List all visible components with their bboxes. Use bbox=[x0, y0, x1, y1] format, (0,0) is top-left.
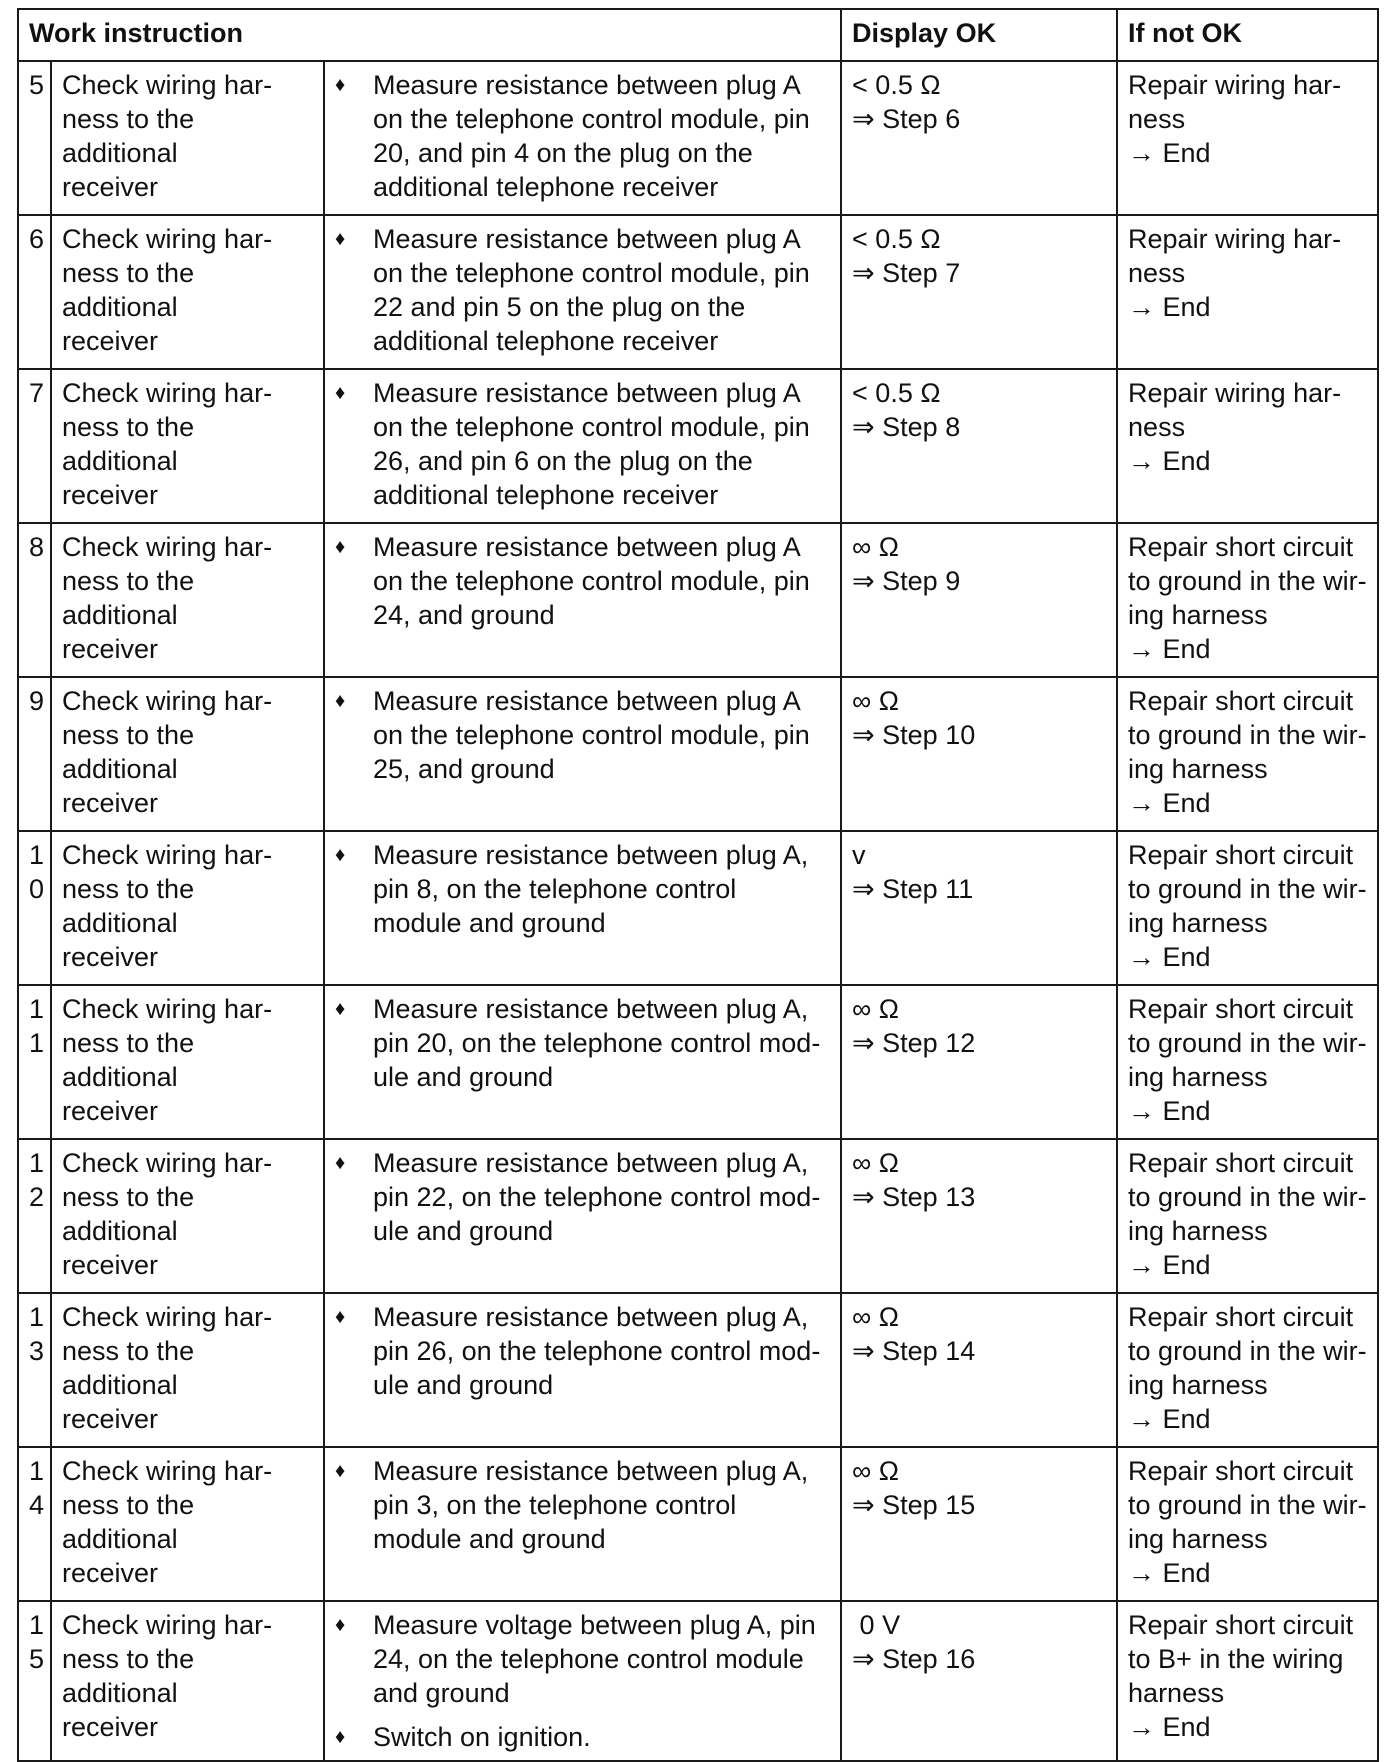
display-ok-line: ⇒ Step 7 bbox=[852, 258, 961, 288]
if-not-ok-line: → End bbox=[1128, 1404, 1211, 1434]
if-not-ok-line: to ground in the wir- bbox=[1128, 1336, 1367, 1366]
step-number-digit: 0 bbox=[29, 874, 45, 904]
instruction-text: Measure resistance between plug A, pin 26, on the telephone control mod-ule and ground bbox=[373, 1302, 821, 1400]
step-task bbox=[51, 1139, 324, 1293]
step-task-line: Check wiring har- bbox=[62, 1148, 273, 1178]
step-task-line: receiver bbox=[62, 1404, 159, 1434]
step-instructions bbox=[324, 523, 841, 677]
if-not-ok-line: Repair short circuit bbox=[1128, 1610, 1354, 1640]
step-task-line: Check wiring har- bbox=[62, 1610, 273, 1640]
if-not-ok-line: Repair short circuit bbox=[1128, 532, 1354, 562]
display-ok-line: ∞ Ω bbox=[852, 686, 899, 716]
instruction-text: Measure resistance between plug A on the telephone control module, pin 24, and ground bbox=[373, 532, 810, 630]
step-number-digit: 5 bbox=[29, 70, 45, 100]
step-number-digit: 9 bbox=[29, 686, 45, 716]
step-number-digit: 1 bbox=[29, 1028, 45, 1058]
instruction-text: Switch on ignition. bbox=[373, 1722, 591, 1752]
table-row bbox=[18, 677, 1378, 831]
display-ok-line: ⇒ Step 9 bbox=[852, 566, 961, 596]
display-ok-cell bbox=[841, 1139, 1117, 1293]
if-not-ok-line: ing harness bbox=[1128, 600, 1268, 630]
if-not-ok-line: Repair short circuit bbox=[1128, 840, 1354, 870]
diamond-bullet-icon: ♦ bbox=[335, 1460, 346, 1482]
instruction-item bbox=[335, 1608, 831, 1710]
step-number-digit: 1 bbox=[29, 1148, 45, 1178]
display-ok-line: < 0.5 Ω bbox=[852, 224, 941, 254]
instruction-item bbox=[335, 376, 831, 512]
step-number-digit: 6 bbox=[29, 224, 45, 254]
step-number bbox=[18, 215, 51, 369]
step-task-line: Check wiring har- bbox=[62, 224, 273, 254]
if-not-ok-line: → End bbox=[1128, 1558, 1211, 1588]
step-task-line: ness to the additional bbox=[62, 874, 202, 938]
step-number-digit: 1 bbox=[29, 840, 45, 870]
display-ok-cell bbox=[841, 985, 1117, 1139]
instruction-item bbox=[335, 222, 831, 358]
if-not-ok-line: ing harness bbox=[1128, 1370, 1268, 1400]
diamond-bullet-icon: ♦ bbox=[335, 536, 346, 558]
instruction-text: Measure resistance between plug A, pin 22, on the telephone control mod-ule and ground bbox=[373, 1148, 821, 1246]
instruction-text: Measure voltage between plug A, pin 24, on the telephone control module and ground bbox=[373, 1610, 816, 1708]
step-number-digit: 7 bbox=[29, 378, 45, 408]
if-not-ok-line: Repair wiring har- bbox=[1128, 378, 1342, 408]
display-ok-line: ⇒ Step 15 bbox=[852, 1490, 976, 1520]
step-task bbox=[51, 61, 324, 215]
step-number-digit: 5 bbox=[29, 1644, 45, 1674]
step-number-digit: 1 bbox=[29, 1456, 45, 1486]
diamond-bullet-icon: ♦ bbox=[335, 998, 346, 1020]
instruction-item bbox=[335, 838, 831, 940]
if-not-ok-cell bbox=[1117, 1139, 1378, 1293]
if-not-ok-cell bbox=[1117, 61, 1378, 215]
if-not-ok-line: Repair short circuit bbox=[1128, 686, 1354, 716]
header-work-instruction: Work instruction bbox=[18, 9, 841, 61]
table-row bbox=[18, 985, 1378, 1139]
instruction-text: Measure resistance between plug A, pin 20, on the telephone control mod-ule and ground bbox=[373, 994, 821, 1092]
display-ok-line: ⇒ Step 12 bbox=[852, 1028, 976, 1058]
display-ok-line: ∞ Ω bbox=[852, 532, 899, 562]
step-number-digit: 1 bbox=[29, 1610, 45, 1640]
work-instruction-table bbox=[17, 8, 1379, 1762]
display-ok-cell bbox=[841, 1447, 1117, 1601]
if-not-ok-line: ing harness bbox=[1128, 1216, 1268, 1246]
step-task bbox=[51, 215, 324, 369]
if-not-ok-line: Repair short circuit bbox=[1128, 1302, 1354, 1332]
table-body bbox=[18, 61, 1378, 1761]
step-task-line: receiver bbox=[62, 634, 159, 664]
table-row bbox=[18, 1601, 1378, 1761]
header-display-ok: Display OK bbox=[841, 9, 1117, 61]
instruction-item bbox=[335, 1300, 831, 1402]
if-not-ok-line: harness bbox=[1128, 1678, 1225, 1708]
step-number bbox=[18, 831, 51, 985]
step-instructions bbox=[324, 369, 841, 523]
step-task-line: ness to the additional bbox=[62, 1490, 202, 1554]
step-instructions bbox=[324, 985, 841, 1139]
if-not-ok-cell bbox=[1117, 985, 1378, 1139]
if-not-ok-line: Repair wiring har- bbox=[1128, 70, 1342, 100]
if-not-ok-line: Repair wiring har- bbox=[1128, 224, 1342, 254]
step-instructions bbox=[324, 1293, 841, 1447]
if-not-ok-cell bbox=[1117, 1601, 1378, 1761]
display-ok-cell bbox=[841, 831, 1117, 985]
diamond-bullet-icon: ♦ bbox=[335, 1306, 346, 1328]
step-instructions bbox=[324, 1447, 841, 1601]
step-task-line: Check wiring har- bbox=[62, 994, 273, 1024]
display-ok-line: ⇒ Step 8 bbox=[852, 412, 961, 442]
step-task bbox=[51, 1601, 324, 1761]
instruction-item bbox=[335, 68, 831, 204]
step-task bbox=[51, 1447, 324, 1601]
step-number bbox=[18, 1601, 51, 1761]
if-not-ok-line: → End bbox=[1128, 446, 1211, 476]
instruction-text: Measure resistance between plug A on the telephone control module, pin 26, and pin 6 on the plug on the additional telephone receiver bbox=[373, 378, 810, 510]
step-number bbox=[18, 369, 51, 523]
diamond-bullet-icon: ♦ bbox=[335, 690, 346, 712]
step-task-line: receiver bbox=[62, 480, 159, 510]
table-row bbox=[18, 523, 1378, 677]
diamond-bullet-icon: ♦ bbox=[335, 74, 346, 96]
if-not-ok-line: → End bbox=[1128, 138, 1211, 168]
table-row bbox=[18, 1447, 1378, 1601]
step-number-digit: 8 bbox=[29, 532, 45, 562]
if-not-ok-line: ing harness bbox=[1128, 1524, 1268, 1554]
if-not-ok-line: Repair short circuit bbox=[1128, 994, 1354, 1024]
if-not-ok-line: to ground in the wir- bbox=[1128, 566, 1367, 596]
step-task-line: ness to the additional bbox=[62, 720, 202, 784]
display-ok-cell bbox=[841, 1601, 1117, 1761]
if-not-ok-line: Repair short circuit bbox=[1128, 1148, 1354, 1178]
if-not-ok-line: to ground in the wir- bbox=[1128, 1490, 1367, 1520]
display-ok-line: 0 V bbox=[852, 1610, 901, 1640]
table-row bbox=[18, 1139, 1378, 1293]
table-header-row bbox=[18, 9, 1378, 61]
if-not-ok-line: → End bbox=[1128, 1096, 1211, 1126]
instruction-item bbox=[335, 530, 831, 632]
instruction-item bbox=[335, 684, 831, 786]
display-ok-line: ⇒ Step 6 bbox=[852, 104, 961, 134]
step-number bbox=[18, 677, 51, 831]
step-task bbox=[51, 831, 324, 985]
instruction-text: Measure resistance between plug A, pin 8, on the telephone control module and ground bbox=[373, 840, 809, 938]
step-task-line: ness to the additional bbox=[62, 258, 202, 322]
if-not-ok-line: to ground in the wir- bbox=[1128, 1182, 1367, 1212]
display-ok-line: ∞ Ω bbox=[852, 1148, 899, 1178]
diamond-bullet-icon: ♦ bbox=[335, 1614, 346, 1636]
step-task-line: ness to the additional bbox=[62, 1182, 202, 1246]
step-instructions bbox=[324, 61, 841, 215]
step-instructions bbox=[324, 1601, 841, 1761]
step-number bbox=[18, 1447, 51, 1601]
step-instructions bbox=[324, 677, 841, 831]
display-ok-cell bbox=[841, 61, 1117, 215]
step-number-digit: 2 bbox=[29, 1182, 45, 1212]
if-not-ok-cell bbox=[1117, 1293, 1378, 1447]
if-not-ok-line: ing harness bbox=[1128, 908, 1268, 938]
if-not-ok-line: ing harness bbox=[1128, 1062, 1268, 1092]
if-not-ok-line: ness bbox=[1128, 412, 1186, 442]
if-not-ok-line: to ground in the wir- bbox=[1128, 874, 1367, 904]
diamond-bullet-icon: ♦ bbox=[335, 844, 346, 866]
step-task-line: Check wiring har- bbox=[62, 686, 273, 716]
display-ok-line: ⇒ Step 13 bbox=[852, 1182, 976, 1212]
step-instructions bbox=[324, 215, 841, 369]
if-not-ok-line: ing harness bbox=[1128, 754, 1268, 784]
step-task bbox=[51, 1293, 324, 1447]
step-task-line: ness to the additional bbox=[62, 1028, 202, 1092]
step-number-digit: 4 bbox=[29, 1490, 45, 1520]
diamond-bullet-icon: ♦ bbox=[335, 1726, 346, 1748]
step-task-line: ness to the additional bbox=[62, 1644, 202, 1708]
step-instructions bbox=[324, 1139, 841, 1293]
display-ok-line: ∞ Ω bbox=[852, 1456, 899, 1486]
display-ok-line: ⇒ Step 10 bbox=[852, 720, 976, 750]
table-row bbox=[18, 1293, 1378, 1447]
display-ok-line: v bbox=[852, 840, 866, 870]
step-task-line: Check wiring har- bbox=[62, 532, 273, 562]
if-not-ok-line: → End bbox=[1128, 788, 1211, 818]
if-not-ok-line: → End bbox=[1128, 942, 1211, 972]
if-not-ok-line: → End bbox=[1128, 634, 1211, 664]
if-not-ok-line: ness bbox=[1128, 258, 1186, 288]
step-task-line: receiver bbox=[62, 326, 159, 356]
instruction-item bbox=[335, 1454, 831, 1556]
display-ok-line: ∞ Ω bbox=[852, 1302, 899, 1332]
step-task-line: receiver bbox=[62, 1096, 159, 1126]
table-row bbox=[18, 215, 1378, 369]
if-not-ok-cell bbox=[1117, 677, 1378, 831]
if-not-ok-cell bbox=[1117, 1447, 1378, 1601]
step-task-line: Check wiring har- bbox=[62, 1456, 273, 1486]
step-number bbox=[18, 985, 51, 1139]
step-number bbox=[18, 61, 51, 215]
step-task-line: Check wiring har- bbox=[62, 378, 273, 408]
step-number-digit: 1 bbox=[29, 1302, 45, 1332]
display-ok-line: ⇒ Step 14 bbox=[852, 1336, 976, 1366]
step-task bbox=[51, 523, 324, 677]
instruction-text: Measure resistance between plug A, pin 3, on the telephone control module and ground bbox=[373, 1456, 809, 1554]
display-ok-cell bbox=[841, 523, 1117, 677]
table-row bbox=[18, 831, 1378, 985]
if-not-ok-line: → End bbox=[1128, 292, 1211, 322]
step-task-line: ness to the additional bbox=[62, 1336, 202, 1400]
step-task bbox=[51, 677, 324, 831]
step-task-line: receiver bbox=[62, 942, 159, 972]
step-number bbox=[18, 1293, 51, 1447]
header-if-not-ok: If not OK bbox=[1117, 9, 1378, 61]
step-number bbox=[18, 1139, 51, 1293]
step-task-line: Check wiring har- bbox=[62, 840, 273, 870]
step-number-digit: 1 bbox=[29, 994, 45, 1024]
step-task bbox=[51, 369, 324, 523]
if-not-ok-line: Repair short circuit bbox=[1128, 1456, 1354, 1486]
instruction-item bbox=[335, 1146, 831, 1248]
step-task-line: receiver bbox=[62, 1558, 159, 1588]
instruction-text: Measure resistance between plug A on the telephone control module, pin 25, and ground bbox=[373, 686, 810, 784]
display-ok-line: ⇒ Step 16 bbox=[852, 1644, 976, 1674]
step-task-line: ness to the additional bbox=[62, 104, 202, 168]
step-instructions bbox=[324, 831, 841, 985]
step-task-line: Check wiring har- bbox=[62, 1302, 273, 1332]
diamond-bullet-icon: ♦ bbox=[335, 1152, 346, 1174]
display-ok-line: ⇒ Step 11 bbox=[852, 874, 974, 904]
if-not-ok-cell bbox=[1117, 215, 1378, 369]
if-not-ok-line: → End bbox=[1128, 1250, 1211, 1280]
if-not-ok-line: to B+ in the wiring bbox=[1128, 1644, 1344, 1674]
display-ok-line: < 0.5 Ω bbox=[852, 70, 941, 100]
display-ok-cell bbox=[841, 677, 1117, 831]
if-not-ok-line: to ground in the wir- bbox=[1128, 720, 1367, 750]
diamond-bullet-icon: ♦ bbox=[335, 382, 346, 404]
step-task-line: ness to the additional bbox=[62, 412, 202, 476]
table-row bbox=[18, 369, 1378, 523]
if-not-ok-line: to ground in the wir- bbox=[1128, 1028, 1367, 1058]
display-ok-cell bbox=[841, 369, 1117, 523]
instruction-text: Measure resistance between plug A on the telephone control module, pin 22 and pin 5 on the plug on the additional telephone receiver bbox=[373, 224, 810, 356]
step-task-line: Check wiring har- bbox=[62, 70, 273, 100]
display-ok-line: < 0.5 Ω bbox=[852, 378, 941, 408]
step-task-line: receiver bbox=[62, 788, 159, 818]
table-row bbox=[18, 61, 1378, 215]
step-task bbox=[51, 985, 324, 1139]
step-number-digit: 3 bbox=[29, 1336, 45, 1366]
instruction-item bbox=[335, 1720, 831, 1754]
display-ok-cell bbox=[841, 1293, 1117, 1447]
step-task-line: ness to the additional bbox=[62, 566, 202, 630]
diamond-bullet-icon: ♦ bbox=[335, 228, 346, 250]
if-not-ok-cell bbox=[1117, 369, 1378, 523]
step-task-line: receiver bbox=[62, 1250, 159, 1280]
if-not-ok-cell bbox=[1117, 831, 1378, 985]
if-not-ok-line: → End bbox=[1128, 1712, 1211, 1742]
step-task-line: receiver bbox=[62, 172, 159, 202]
step-task-line: receiver bbox=[62, 1712, 159, 1742]
display-ok-line: ∞ Ω bbox=[852, 994, 899, 1024]
instruction-item bbox=[335, 992, 831, 1094]
if-not-ok-line: ness bbox=[1128, 104, 1186, 134]
step-number bbox=[18, 523, 51, 677]
instruction-text: Measure resistance between plug A on the telephone control module, pin 20, and pin 4 on the plug on the additional telephone receiver bbox=[373, 70, 810, 202]
if-not-ok-cell bbox=[1117, 523, 1378, 677]
display-ok-cell bbox=[841, 215, 1117, 369]
